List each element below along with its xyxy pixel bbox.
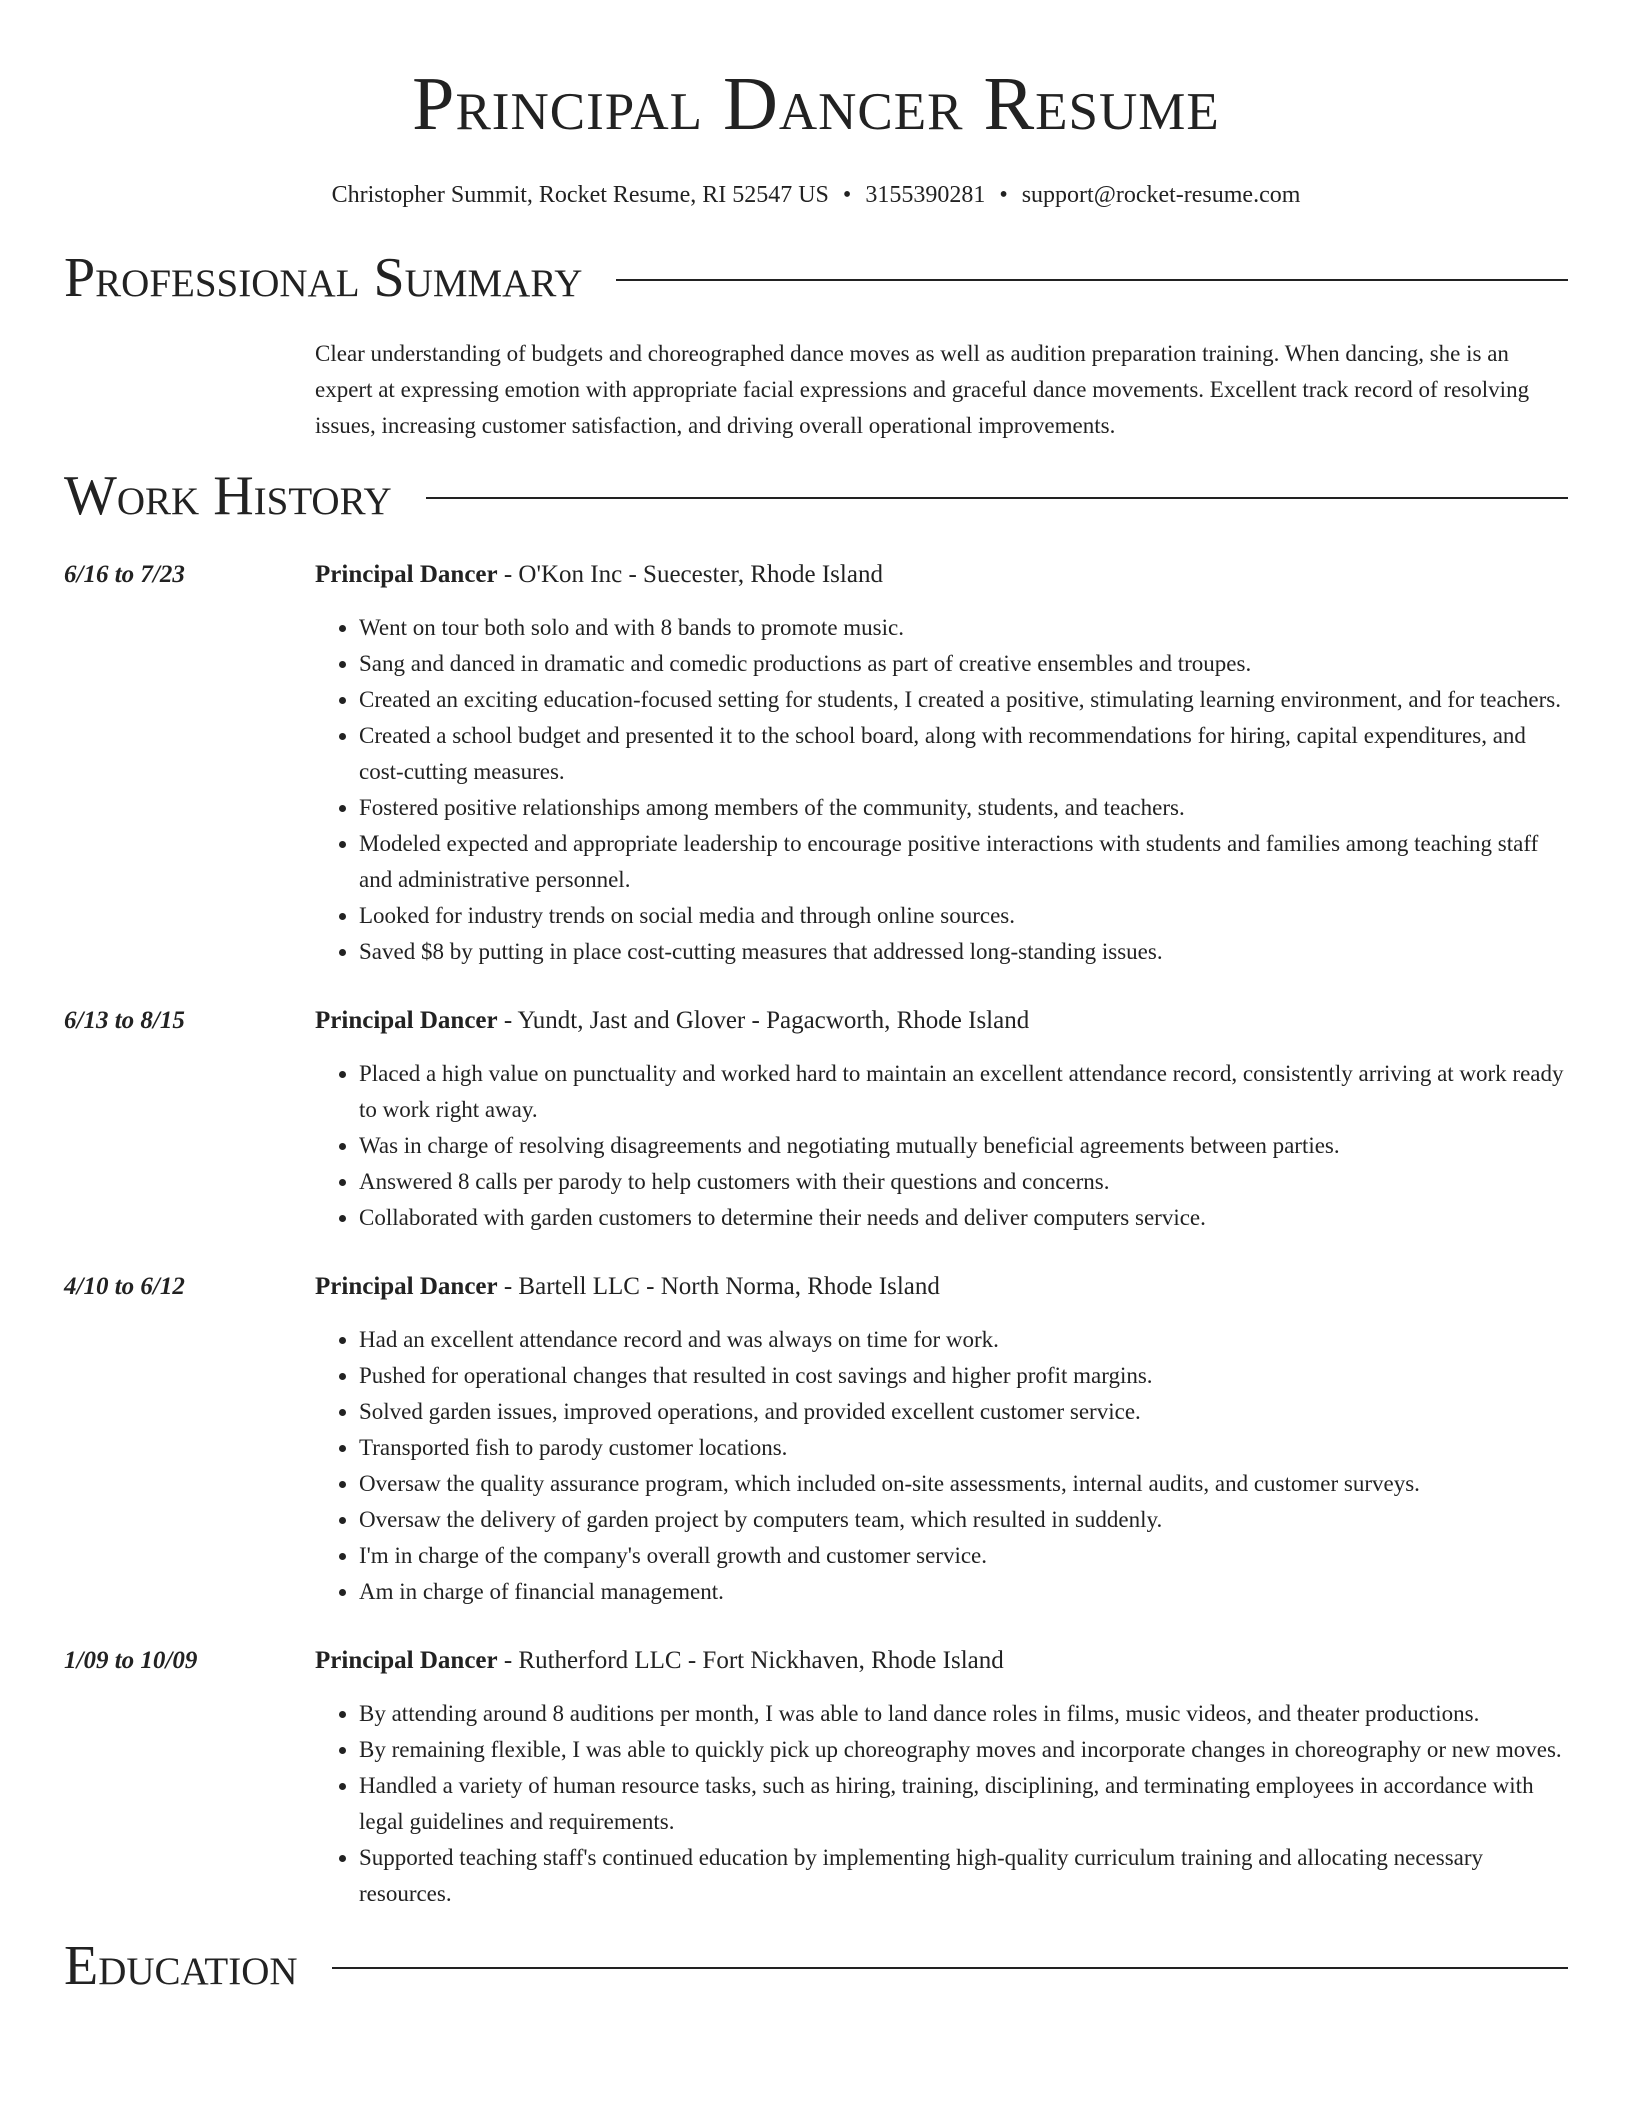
job-title: Principal Dancer	[315, 1647, 498, 1674]
section-divider	[426, 497, 1568, 499]
job-bullet: • Created an exciting education-focused setting for students, I created a positive, stimulating learning environment, and for teachers.	[359, 682, 1568, 718]
job-dates: 6/13 to 8/15	[64, 1007, 185, 1034]
job-title: Principal Dancer	[315, 1273, 498, 1300]
job-bullet: • Modeled expected and appropriate leadership to encourage positive interactions with students and families among teaching staff and administrative personnel.	[359, 826, 1568, 898]
job-bullet: • Solved garden issues, improved operations, and provided excellent customer service.	[359, 1394, 1568, 1430]
job-bullet: • Placed a high value on punctuality and worked hard to maintain an excellent attendance record, consistently arriving at work ready to work right away.	[359, 1056, 1568, 1128]
job-company-location: - Rutherford LLC - Fort Nickhaven, Rhode Island	[497, 1647, 1004, 1674]
job-bullet-list	[315, 1696, 1568, 1912]
job-bullet: • Pushed for operational changes that resulted in cost savings and higher profit margins.	[359, 1358, 1568, 1394]
job-bullet: • Answered 8 calls per parody to help customers with their questions and concerns.	[359, 1164, 1568, 1200]
job-title-line	[315, 1270, 1568, 1304]
job-bullet: • Collaborated with garden customers to determine their needs and deliver computers service.	[359, 1200, 1568, 1236]
job-details	[315, 1644, 1568, 1912]
job-bullet: • Handled a variety of human resource tasks, such as hiring, training, disciplining, and terminating employees in accordance with legal guidelines and requirements.	[359, 1768, 1568, 1840]
job-bullet: • Went on tour both solo and with 8 bands to promote music.	[359, 610, 1568, 646]
job-bullet: • Saved $8 by putting in place cost-cutting measures that addressed long-standing issues.	[359, 934, 1568, 970]
job-bullet: • Supported teaching staff's continued education by implementing high-quality curriculum training and allocating necessary resources.	[359, 1840, 1568, 1912]
job-bullet: • Was in charge of resolving disagreements and negotiating mutually beneficial agreements between parties.	[359, 1128, 1568, 1164]
section-divider	[332, 1967, 1568, 1969]
job-bullet: • Oversaw the delivery of garden project by computers team, which resulted in suddenly.	[359, 1502, 1568, 1538]
education-heading: Education	[64, 1935, 298, 1997]
section-divider	[616, 279, 1568, 281]
job-bullet: • Transported fish to parody customer locations.	[359, 1430, 1568, 1466]
contact-phone: 3155390281	[865, 182, 986, 208]
job-company-location: - Bartell LLC - North Norma, Rhode Island	[497, 1273, 940, 1300]
professional-summary-text: Clear understanding of budgets and choreographed dance moves as well as audition preparation training. When dancing, she is an expert at expressing emotion with appropriate facial expressions and graceful dance movements. Excellent track record of resolving issues, increasing customer satisfaction, and driving overall operational improvements.	[315, 341, 1530, 438]
job-details	[315, 1270, 1568, 1610]
job-dates: 1/09 to 10/09	[64, 1647, 198, 1674]
education-header	[64, 1934, 1568, 1998]
work-history-header	[64, 464, 1568, 528]
job-details	[315, 558, 1568, 970]
job-bullet: • By attending around 8 auditions per month, I was able to land dance roles in films, music videos, and theater productions.	[359, 1696, 1568, 1732]
job-dates: 6/16 to 7/23	[64, 561, 185, 588]
job-bullet-list	[315, 1056, 1568, 1236]
job-company-location: - O'Kon Inc - Suecester, Rhode Island	[497, 561, 883, 588]
job-dates: 4/10 to 6/12	[64, 1273, 185, 1300]
contact-separator: •	[999, 182, 1008, 208]
job-details	[315, 1004, 1568, 1236]
professional-summary-header	[64, 246, 1568, 310]
job-title-line	[315, 558, 1568, 592]
contact-separator: •	[842, 182, 852, 208]
job-bullet-list	[315, 1322, 1568, 1610]
job-bullet: • Fostered positive relationships among members of the community, students, and teachers.	[359, 790, 1568, 826]
job-bullet: • Had an excellent attendance record and was always on time for work.	[359, 1322, 1568, 1358]
job-bullet: • Oversaw the quality assurance program, which included on-site assessments, internal audits, and customer surveys.	[359, 1466, 1568, 1502]
resume-title: Principal Dancer Resume	[412, 62, 1220, 146]
professional-summary-heading: Professional Summary	[64, 247, 583, 309]
job-title-line	[315, 1004, 1568, 1038]
job-bullet: • Am in charge of financial management.	[359, 1574, 1568, 1610]
job-entry	[64, 1004, 1568, 1236]
job-title: Principal Dancer	[315, 561, 498, 588]
job-entry	[64, 1644, 1568, 1912]
work-history-heading: Work History	[64, 465, 392, 527]
contact-line	[64, 180, 1568, 210]
job-bullet-list	[315, 610, 1568, 970]
job-bullet: • Sang and danced in dramatic and comedic productions as part of creative ensembles and troupes.	[359, 646, 1568, 682]
job-bullet: • By remaining flexible, I was able to quickly pick up choreography moves and incorporate changes in choreography or new moves.	[359, 1732, 1568, 1768]
contact-address: Christopher Summit, Rocket Resume, RI 52547 US	[331, 182, 829, 208]
job-company-location: - Yundt, Jast and Glover - Pagacworth, Rhode Island	[497, 1007, 1030, 1034]
job-bullet: • Created a school budget and presented it to the school board, along with recommendations for hiring, capital expenditures, and cost-cutting measures.	[359, 718, 1568, 790]
job-bullet: • I'm in charge of the company's overall growth and customer service.	[359, 1538, 1568, 1574]
job-entry	[64, 558, 1568, 970]
job-bullet: • Looked for industry trends on social media and through online sources.	[359, 898, 1568, 934]
work-history-list	[64, 558, 1568, 1912]
contact-email: support@rocket-resume.com	[1021, 182, 1301, 208]
job-title-line	[315, 1644, 1568, 1678]
job-entry	[64, 1270, 1568, 1610]
job-title: Principal Dancer	[315, 1007, 498, 1034]
